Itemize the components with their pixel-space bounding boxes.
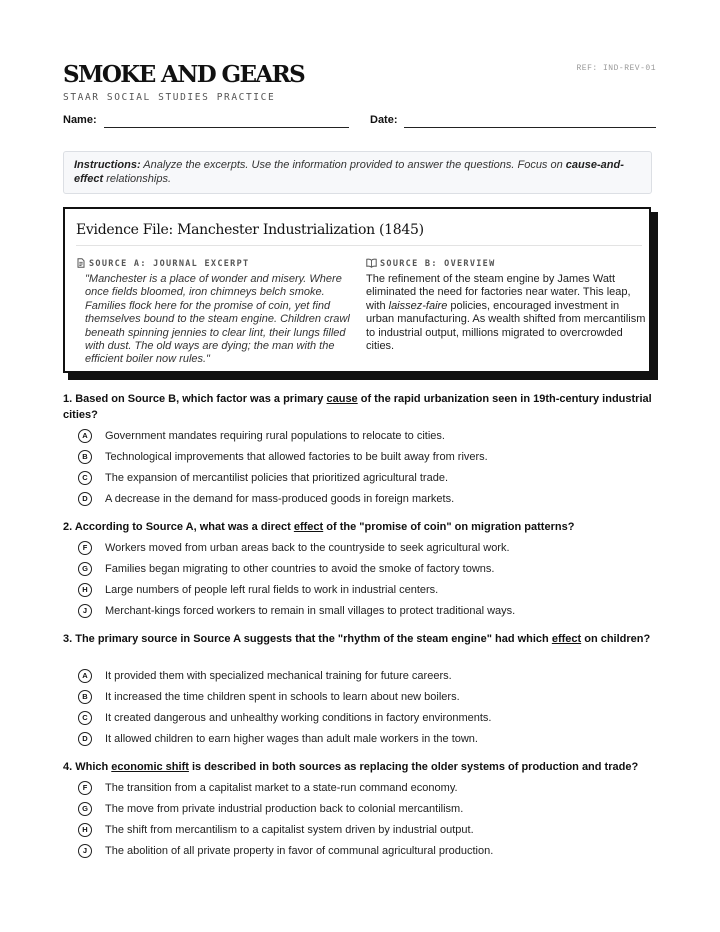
evidence-file	[63, 207, 651, 373]
question-3	[63, 631, 653, 647]
reference-code: REF: IND-REV-01	[576, 64, 656, 73]
option-bubble[interactable]: B	[78, 450, 92, 464]
question-text: 1. Based on Source B, which factor was a primary	[63, 393, 327, 405]
option-bubble[interactable]: J	[78, 604, 92, 618]
option-text: It allowed children to earn higher wages than adult male workers in the town.	[105, 733, 478, 745]
divider	[76, 245, 642, 246]
question-4	[63, 759, 653, 775]
option-text: Families began migrating to other countries to avoid the smoke of factory towns.	[105, 563, 495, 575]
page-title: SMOKE AND GEARS	[63, 61, 305, 88]
source-b-heading	[366, 258, 496, 269]
document-icon	[76, 258, 86, 268]
option-bubble[interactable]: F	[78, 541, 92, 555]
name-label: Name:	[63, 114, 97, 126]
source-a-heading-text: SOURCE A: JOURNAL EXCERPT	[89, 259, 250, 269]
question-keyword: effect	[293, 521, 324, 533]
option-bubble[interactable]: G	[78, 802, 92, 816]
option-text: The expansion of mercantilist policies that prioritized agricultural trade.	[105, 472, 448, 484]
question-text: 2. According to Source A, what was a direct	[63, 521, 294, 533]
option-bubble[interactable]: D	[78, 492, 92, 506]
option-bubble[interactable]: J	[78, 844, 92, 858]
source-b-overview	[366, 273, 646, 353]
option-bubble[interactable]: A	[78, 669, 92, 683]
question-keyword: economic shift	[111, 761, 189, 773]
evidence-title: Evidence File: Manchester Industrialization (1845)	[76, 222, 424, 238]
source-b-heading-text: SOURCE B: OVERVIEW	[380, 259, 496, 269]
option-bubble[interactable]: A	[78, 429, 92, 443]
question-2	[63, 519, 653, 535]
option-text: The transition from a capitalist market to a state-run command economy.	[105, 782, 458, 794]
question-text-end: of the rapid urbanization seen in 19th-century industrial cities?	[63, 393, 652, 421]
option-bubble[interactable]: C	[78, 711, 92, 725]
source-b-term: laissez-faire	[388, 299, 448, 312]
option-bubble[interactable]: G	[78, 562, 92, 576]
option-bubble[interactable]: B	[78, 690, 92, 704]
option-text: The move from private industrial production back to colonial mercantilism.	[105, 803, 464, 815]
option-text: It created dangerous and unhealthy working conditions in factory environments.	[105, 712, 492, 724]
option-text: Government mandates requiring rural populations to relocate to cities.	[105, 430, 445, 442]
option-text: The shift from mercantilism to a capitalist system driven by industrial output.	[105, 824, 474, 836]
book-icon	[366, 258, 377, 268]
option-bubble[interactable]: H	[78, 823, 92, 837]
option-bubble[interactable]: F	[78, 781, 92, 795]
question-text-end: on children?	[581, 633, 651, 645]
date-field[interactable]	[404, 127, 656, 128]
instructions-label: Instructions:	[74, 159, 141, 171]
option-text: It provided them with specialized mechanical training for future careers.	[105, 670, 452, 682]
name-field[interactable]	[104, 127, 349, 128]
question-keyword: effect	[551, 633, 582, 645]
question-text: 3. The primary source in Source A suggests that the "rhythm of the steam engine" had which	[63, 633, 552, 645]
option-bubble[interactable]: D	[78, 732, 92, 746]
option-text: Large numbers of people left rural fields to work in industrial centers.	[105, 584, 439, 596]
option-bubble[interactable]: C	[78, 471, 92, 485]
option-text: It increased the time children spent in schools to learn about new boilers.	[105, 691, 460, 703]
question-1	[63, 391, 653, 423]
option-text: Merchant-kings forced workers to remain in small villages to protect traditional ways.	[105, 605, 516, 617]
source-b-text: The refinement of the steam engine by James Watt eliminated the need for factories near water. This leap, with	[366, 273, 631, 312]
question-keyword: cause	[326, 393, 358, 405]
date-label: Date:	[370, 114, 398, 126]
question-text-end: is described in both sources as replacing the older systems of production and trade?	[188, 761, 639, 773]
option-text: A decrease in the demand for mass-produced goods in foreign markets.	[105, 493, 455, 505]
option-bubble[interactable]: H	[78, 583, 92, 597]
source-a-heading	[76, 258, 249, 269]
instructions-emphasis: cause-and-effect	[74, 159, 624, 185]
instructions-text-end: relationships.	[103, 173, 172, 185]
option-text: Technological improvements that allowed factories to be built away from rivers.	[105, 451, 488, 463]
source-b-text-end: policies, encouraged investment in urban manufacturing. As wealth shifted from mercantilism to industrial output, millions migrated to overcrowded cities.	[366, 299, 646, 353]
option-text: The abolition of all private property in favor of communal agricultural production.	[105, 845, 494, 857]
question-text: 4. Which	[63, 761, 112, 773]
question-text-end: of the "promise of coin" on migration patterns?	[323, 521, 575, 533]
page-subtitle: STAAR SOCIAL STUDIES PRACTICE	[63, 92, 276, 103]
option-text: Workers moved from urban areas back to the countryside to seek agricultural work.	[105, 542, 510, 554]
instructions-box	[63, 151, 652, 194]
source-a-quote: "Manchester is a place of wonder and misery. Where once fields bloomed, iron chimneys belch smoke. Families flock here for the promise of coin, yet find themselves bound to the steam engine. Children crawl beneath spinning jennies to clear lint, their lungs filled with dust. The old ways are dying; the man with the efficient boiler now rules."	[85, 273, 350, 366]
instructions-text: Analyze the excerpts. Use the information provided to answer the questions. Focus on	[140, 159, 566, 171]
